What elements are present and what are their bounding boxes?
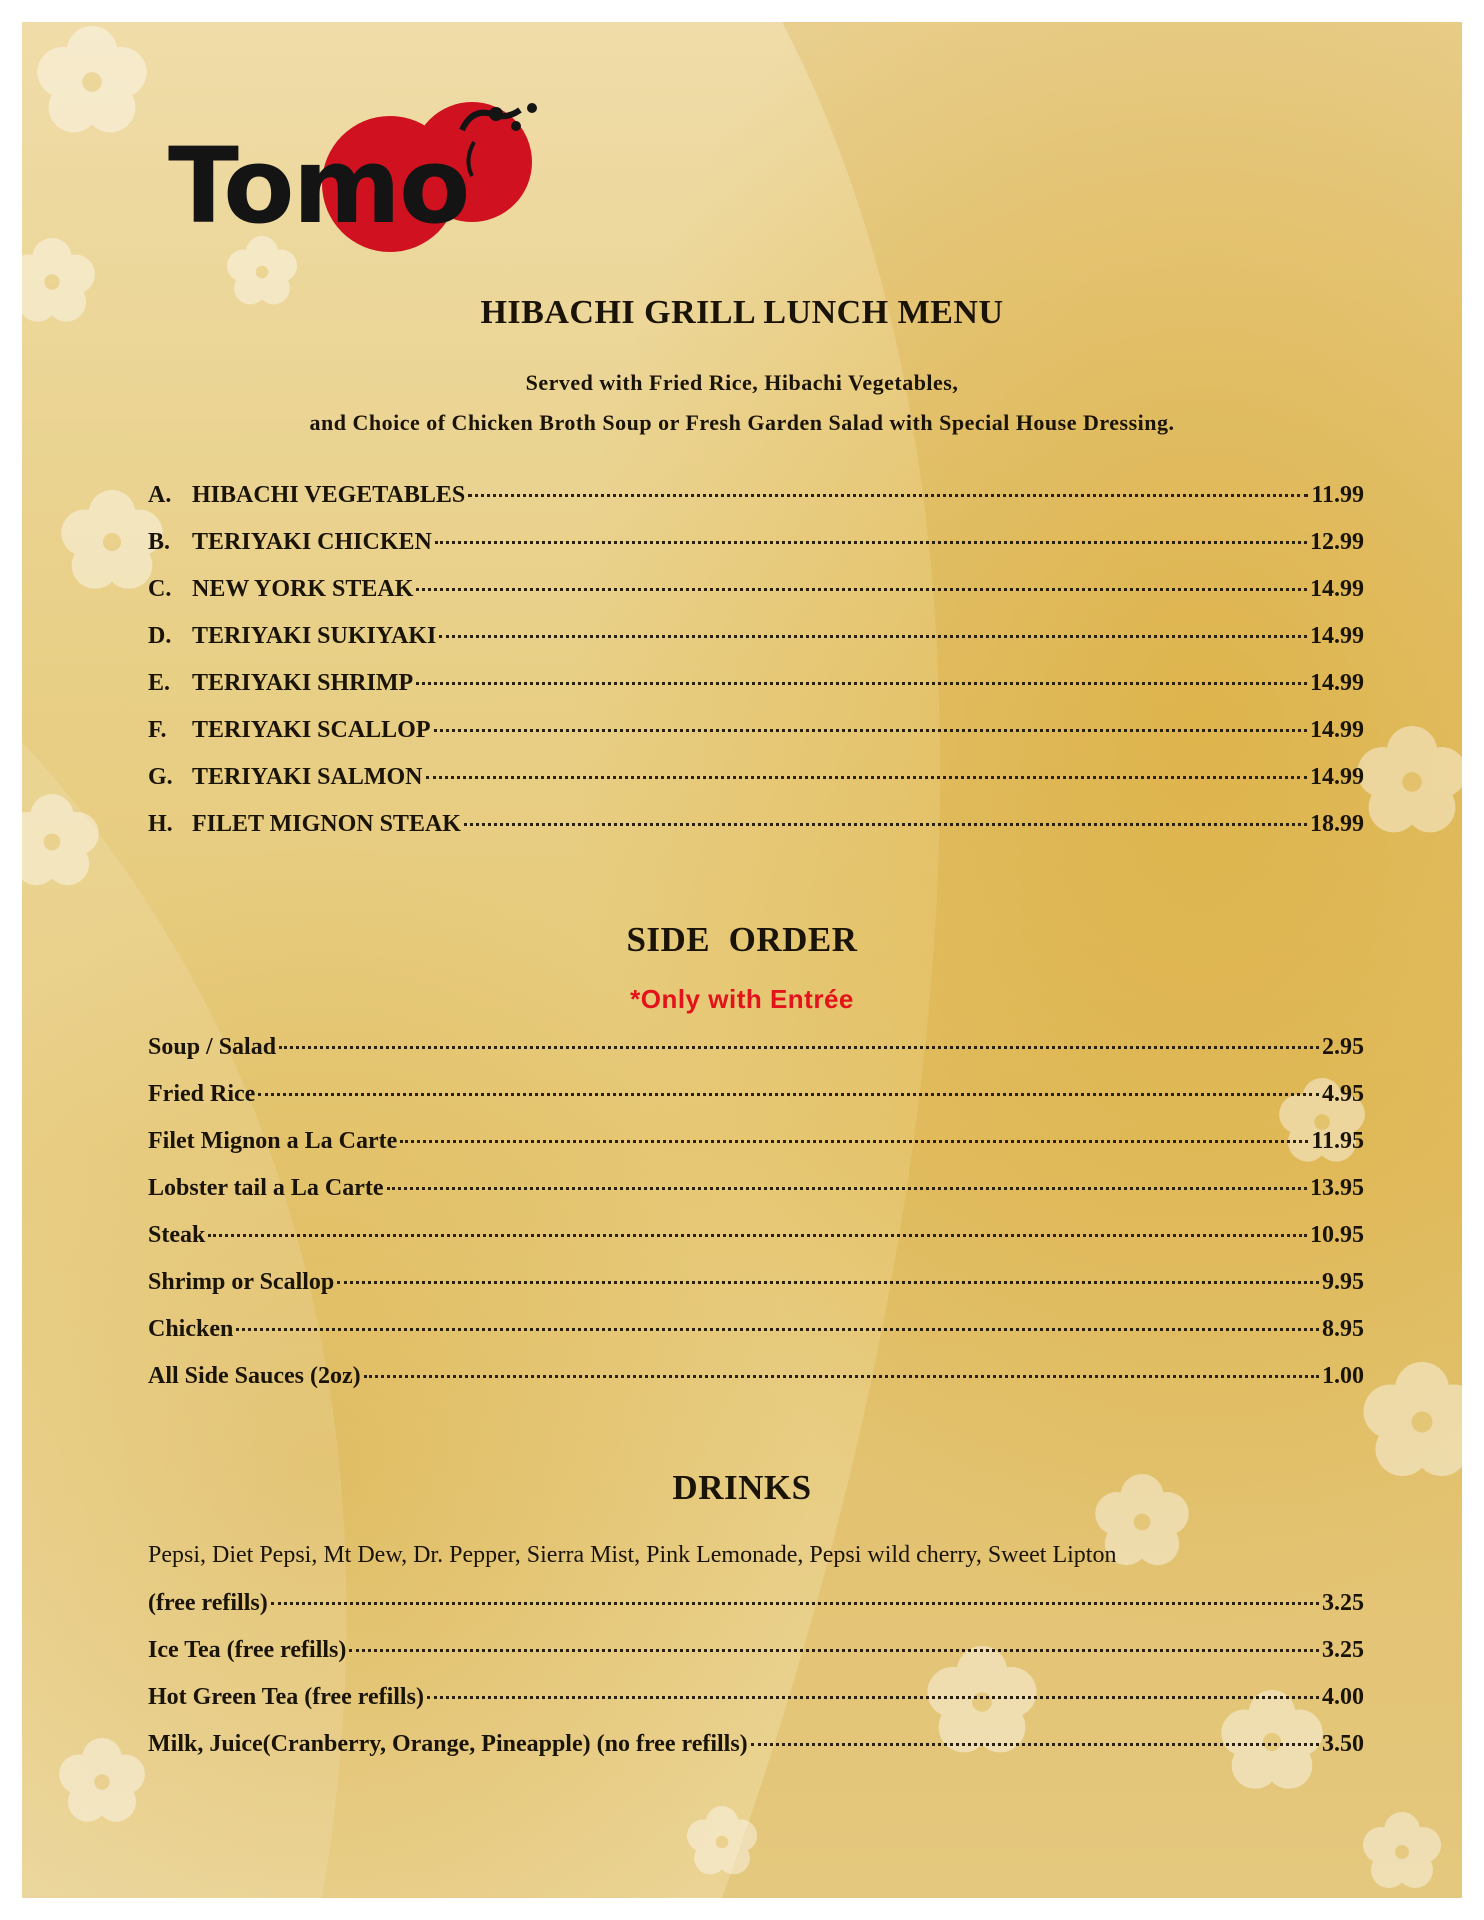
dot-leader bbox=[751, 1743, 1319, 1746]
menu-item bbox=[148, 670, 1364, 704]
item-price: 13.95 bbox=[1310, 1175, 1364, 1201]
item-name: FILET MIGNON STEAK bbox=[192, 811, 461, 837]
item-price: 2.95 bbox=[1322, 1034, 1364, 1060]
item-price: 14.99 bbox=[1310, 764, 1364, 790]
item-price: 14.99 bbox=[1310, 623, 1364, 649]
dot-leader bbox=[349, 1649, 1319, 1652]
item-code: C. bbox=[148, 576, 172, 602]
item-name: TERIYAKI SUKIYAKI bbox=[192, 623, 437, 649]
item-name: Fried Rice bbox=[148, 1081, 256, 1107]
item-price: 3.50 bbox=[1322, 1731, 1364, 1757]
side-item bbox=[148, 1269, 1364, 1303]
dot-leader bbox=[468, 494, 1308, 497]
item-name: Filet Mignon a La Carte bbox=[148, 1128, 398, 1154]
soda-list-text: Pepsi, Diet Pepsi, Mt Dew, Dr. Pepper, Sierra Mist, Pink Lemonade, Pepsi wild cherry, Sweet Lipton bbox=[148, 1542, 1117, 1568]
item-name: TERIYAKI SHRIMP bbox=[192, 670, 414, 696]
drink-item bbox=[148, 1637, 1364, 1671]
side-order-title: SIDE ORDER bbox=[626, 920, 858, 959]
item-price: 4.95 bbox=[1322, 1081, 1364, 1107]
menu-item bbox=[148, 576, 1364, 610]
item-price: 12.99 bbox=[1310, 529, 1364, 555]
dot-leader bbox=[435, 541, 1307, 544]
item-price: 1.00 bbox=[1322, 1363, 1364, 1389]
menu-item bbox=[148, 482, 1364, 516]
item-price: 11.99 bbox=[1311, 482, 1364, 508]
item-code: E. bbox=[148, 670, 171, 696]
item-name: Soup / Salad bbox=[148, 1034, 277, 1060]
menu-title: HIBACHI GRILL LUNCH MENU bbox=[480, 294, 1004, 331]
item-name: All Side Sauces (2oz) bbox=[148, 1363, 361, 1389]
item-name: Milk, Juice(Cranberry, Orange, Pineapple) (no free refills) bbox=[148, 1731, 748, 1757]
dot-leader bbox=[464, 823, 1307, 826]
drink-item bbox=[148, 1731, 1364, 1765]
item-name: HIBACHI VEGETABLES bbox=[192, 482, 466, 508]
menu-subtitle-line1: Served with Fried Rice, Hibachi Vegetables, bbox=[525, 370, 959, 395]
item-name: TERIYAKI SALMON bbox=[192, 764, 423, 790]
item-price: 8.95 bbox=[1322, 1316, 1364, 1342]
item-price: 4.00 bbox=[1322, 1684, 1364, 1710]
logo-wordmark: Tomo bbox=[168, 125, 469, 247]
item-price: 3.25 bbox=[1322, 1590, 1364, 1616]
item-name: Shrimp or Scallop bbox=[148, 1269, 335, 1295]
item-name: Hot Green Tea (free refills) bbox=[148, 1684, 424, 1710]
side-item bbox=[148, 1081, 1364, 1115]
item-price: 9.95 bbox=[1322, 1269, 1364, 1295]
item-code: F. bbox=[148, 717, 167, 743]
dot-leader bbox=[236, 1328, 1319, 1331]
dot-leader bbox=[337, 1281, 1319, 1284]
side-item bbox=[148, 1222, 1364, 1256]
menu-page bbox=[22, 22, 1462, 1898]
item-name: Lobster tail a La Carte bbox=[148, 1175, 384, 1201]
menu-item bbox=[148, 717, 1364, 751]
dot-leader bbox=[416, 588, 1307, 591]
dot-leader bbox=[416, 682, 1307, 685]
item-name: (free refills) bbox=[148, 1590, 268, 1616]
side-item bbox=[148, 1316, 1364, 1350]
item-price: 18.99 bbox=[1310, 811, 1364, 837]
item-price: 14.99 bbox=[1310, 576, 1364, 602]
item-code: D. bbox=[148, 623, 172, 649]
item-code: H. bbox=[148, 811, 173, 837]
dot-leader bbox=[427, 1696, 1319, 1699]
dot-leader bbox=[426, 776, 1308, 779]
item-name: Steak bbox=[148, 1222, 206, 1248]
item-name: TERIYAKI CHICKEN bbox=[192, 529, 432, 555]
dot-leader bbox=[439, 635, 1307, 638]
item-code: B. bbox=[148, 529, 171, 555]
side-order-note: *Only with Entrée bbox=[630, 984, 854, 1014]
item-name: NEW YORK STEAK bbox=[192, 576, 414, 602]
dot-leader bbox=[387, 1187, 1307, 1190]
menu-item bbox=[148, 529, 1364, 563]
dot-leader bbox=[271, 1602, 1319, 1605]
dot-leader bbox=[279, 1046, 1319, 1049]
item-name: Ice Tea (free refills) bbox=[148, 1637, 347, 1663]
item-price: 3.25 bbox=[1322, 1637, 1364, 1663]
item-name: Chicken bbox=[148, 1316, 234, 1342]
item-price: 14.99 bbox=[1310, 717, 1364, 743]
dot-leader bbox=[258, 1093, 1319, 1096]
dot-leader bbox=[434, 729, 1307, 732]
side-item bbox=[148, 1034, 1364, 1068]
tomo-logo bbox=[144, 92, 584, 262]
drinks-title: DRINKS bbox=[672, 1468, 812, 1507]
dot-leader bbox=[364, 1375, 1319, 1378]
dot-leader bbox=[400, 1140, 1308, 1143]
side-item bbox=[148, 1363, 1364, 1397]
item-code: A. bbox=[148, 482, 172, 508]
menu-item bbox=[148, 764, 1364, 798]
item-price: 11.95 bbox=[1311, 1128, 1364, 1154]
side-item bbox=[148, 1175, 1364, 1209]
drink-item bbox=[148, 1590, 1364, 1624]
item-price: 14.99 bbox=[1310, 670, 1364, 696]
side-item bbox=[148, 1128, 1364, 1162]
menu-item bbox=[148, 623, 1364, 657]
dot-leader bbox=[208, 1234, 1307, 1237]
item-code: G. bbox=[148, 764, 173, 790]
menu-item bbox=[148, 811, 1364, 845]
drink-item bbox=[148, 1684, 1364, 1718]
item-name: TERIYAKI SCALLOP bbox=[192, 717, 431, 743]
item-price: 10.95 bbox=[1310, 1222, 1364, 1248]
menu-subtitle-line2: and Choice of Chicken Broth Soup or Fresh Garden Salad with Special House Dressing. bbox=[309, 410, 1175, 435]
